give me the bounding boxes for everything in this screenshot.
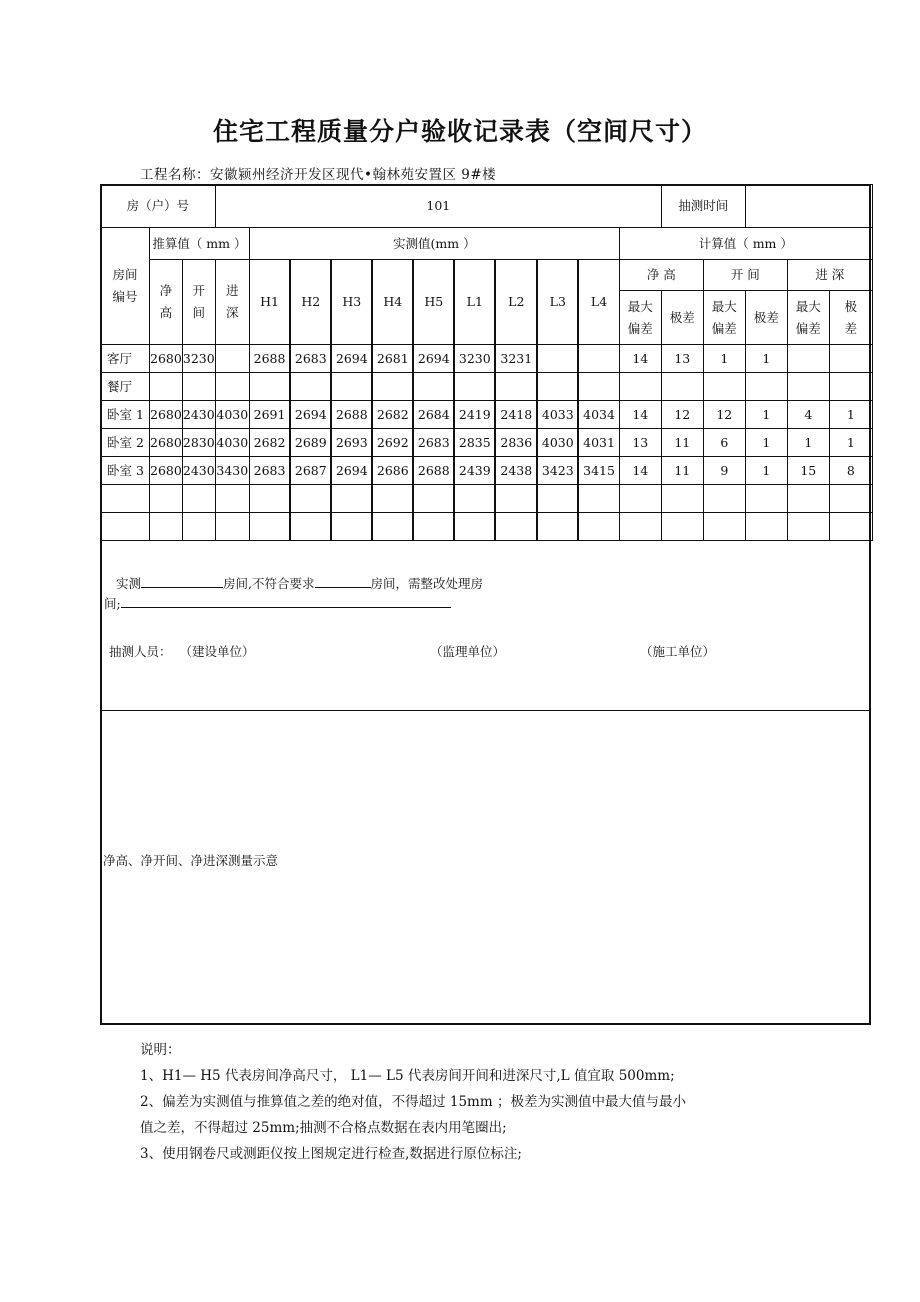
measured-value: 3415 [578,457,619,485]
measured-value: 2835 [454,429,495,457]
blank-line [121,593,451,608]
calc-group-height: 净 高 [619,260,703,291]
estimated-value: 2680 [150,401,183,429]
measured-value: 2692 [372,429,413,457]
summary-line [116,573,483,592]
estimated-value: 3230 [182,345,215,373]
measured-value: 2688 [249,345,290,373]
measured-value: 4033 [537,401,578,429]
blank-line [141,573,223,588]
measured-value: 4034 [578,401,619,429]
measured-value: 3231 [495,345,537,373]
measured-value: 2683 [413,429,454,457]
measured-value: 4030 [537,429,578,457]
room-name: 卧室 3 [101,457,150,485]
measured-value: 2419 [454,401,495,429]
calculated-value: 1 [745,457,787,485]
estimated-value: 2680 [150,345,183,373]
measured-value: 2686 [372,457,413,485]
measured-value: 2682 [372,401,413,429]
diagram-label: 净高、净开间、净进深测量示意 [103,853,279,868]
measured-value: 3230 [454,345,495,373]
measured-value: 2439 [454,457,495,485]
measured-col-header: L3 [537,260,578,345]
calculated-value: 1 [745,429,787,457]
estimated-value: 2680 [150,457,183,485]
summary-line [104,593,451,612]
measured-col-header: H1 [249,260,290,345]
signer-label-text: 抽测人员： [109,644,172,659]
measured-value: 2438 [495,457,537,485]
calculated-value: 14 [619,457,661,485]
measured-value: 2689 [290,429,331,457]
measured-col-header: H4 [372,260,413,345]
estimated-value: 2830 [182,429,215,457]
calculated-value: 1 [829,401,872,429]
calculated-value: 11 [661,429,703,457]
estimated-header: 推算值（ mm ） [150,228,250,260]
measured-value: 2683 [290,345,331,373]
estimated-value: 4030 [215,429,249,457]
calculated-value: 11 [661,457,703,485]
measured-value: 2682 [249,429,290,457]
signer-label [109,642,254,660]
calc-sub-header: 最大偏差 [703,291,745,345]
note-item: 值之差，不得超过 25mm;抽测不合格点数据在表内用笔圈出; [140,1120,507,1136]
calculated-value: 14 [619,345,661,373]
calculated-value: 6 [703,429,745,457]
measured-value: 2694 [290,401,331,429]
calculated-value: 9 [703,457,745,485]
calculated-value: 12 [703,401,745,429]
measured-col-header: L1 [454,260,495,345]
measure-time-label: 抽测时间 [661,185,745,228]
measured-value: 2691 [249,401,290,429]
house-number-value: 101 [215,185,661,228]
calc-sub-header: 极差 [829,291,872,345]
measured-value: 2684 [413,401,454,429]
est-depth-header: 进深 [215,260,249,345]
measured-col-header: H2 [290,260,331,345]
measured-value: 2688 [331,401,372,429]
note-item: 3、使用钢卷尺或测距仪按上图规定进行检查,数据进行原位标注; [140,1146,522,1162]
estimated-value: 4030 [215,401,249,429]
measured-value: 2694 [331,457,372,485]
measured-col-header: H3 [331,260,372,345]
house-number-label: 房（户）号 [101,185,216,228]
calculated-value: 4 [787,401,829,429]
note-item: 2、偏差为实测值与推算值之差的绝对值，不得超过 15mm ；极差为实测值中最大值与最小 [140,1094,686,1110]
calc-sub-header: 极差 [745,291,787,345]
estimated-value: 2430 [182,401,215,429]
measured-col-header: L4 [578,260,619,345]
notes-section [140,1037,800,1167]
measured-value: 2694 [331,345,372,373]
signer-supervision: （监理单位） [430,644,506,659]
measured-value: 4031 [578,429,619,457]
summary-text: 间; [104,596,121,611]
est-width-header: 开间 [182,260,215,345]
calculated-value: 1 [745,401,787,429]
calculated-header: 计算值（ mm ） [619,228,872,260]
measured-value: 2694 [413,345,454,373]
room-number-header: 房间编号 [101,228,150,345]
calculated-value: 1 [703,345,745,373]
estimated-value: 2680 [150,429,183,457]
measured-value: 2693 [331,429,372,457]
calculated-value: 1 [787,429,829,457]
summary-text: 房间,不符合要求 [223,576,315,591]
measured-value: 2688 [413,457,454,485]
calculated-value: 1 [745,345,787,373]
signer-construction: （建设单位） [179,644,255,659]
measured-col-header: L2 [495,260,537,345]
room-name: 客厅 [101,345,150,373]
calculated-value: 13 [661,345,703,373]
measured-header: 实测值(mm ） [249,228,619,260]
summary-text: 实测 [116,576,142,591]
calculated-value: 8 [829,457,872,485]
calculated-value: 12 [661,401,703,429]
calculated-value: 14 [619,401,661,429]
estimated-value: 2430 [182,457,215,485]
summary-block [100,540,871,711]
calculated-value: 13 [619,429,661,457]
room-name: 餐厅 [101,373,150,401]
signer-builder: （施工单位） [640,644,716,659]
measured-value: 2418 [495,401,537,429]
note-item: 1、H1— H5 代表房间净高尺寸， L1— L5 代表房间开间和进深尺寸,L 值宜取 500mm; [140,1068,675,1084]
calculated-value: 15 [787,457,829,485]
measured-value: 3423 [537,457,578,485]
calc-sub-header: 最大偏差 [619,291,661,345]
blank-line [315,573,371,588]
measured-value: 2687 [290,457,331,485]
calculated-value: 1 [829,429,872,457]
room-name: 卧室 1 [101,401,150,429]
measured-value: 2681 [372,345,413,373]
calc-group-depth: 进 深 [787,260,872,291]
page-title: 住宅工程质量分户验收记录表（空间尺寸） [212,117,707,146]
measured-col-header: H5 [413,260,454,345]
est-height-header: 净高 [150,260,183,345]
project-name: 工程名称：安徽颍州经济开发区现代•翰林苑安置区 9#楼 [140,167,497,183]
room-name: 卧室 2 [101,429,150,457]
calc-group-width: 开 间 [703,260,787,291]
estimated-value: 3430 [215,457,249,485]
measured-value: 2683 [249,457,290,485]
calc-sub-header: 最大偏差 [787,291,829,345]
calc-sub-header: 极差 [661,291,703,345]
measured-value: 2836 [495,429,537,457]
summary-text: 房间，需整改处理房 [370,576,484,591]
notes-heading: 说明： [140,1042,181,1058]
